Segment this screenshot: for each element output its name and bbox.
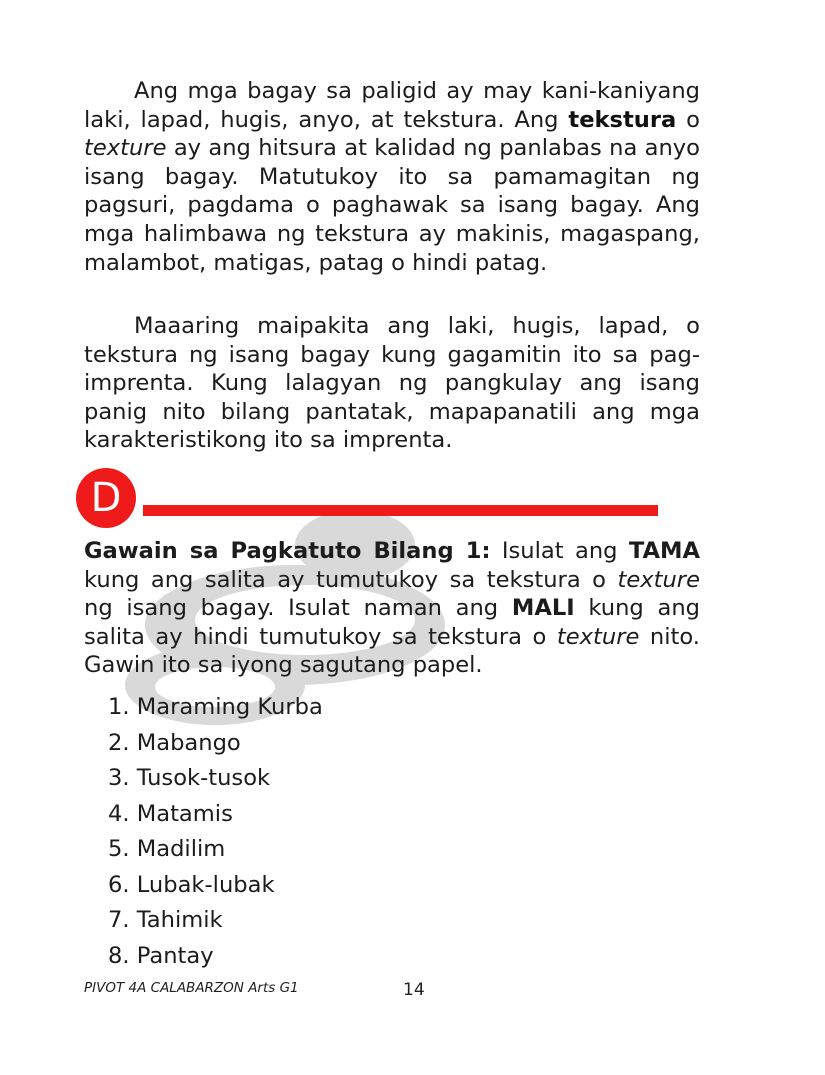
list-item: 2. Mabango: [108, 729, 241, 756]
list-item: 4. Matamis: [108, 800, 233, 827]
term-tekstura: tekstura: [568, 106, 677, 133]
list-item: 6. Lubak-lubak: [108, 871, 275, 898]
list-item: 1. Maraming Kurba: [108, 694, 323, 720]
intro-text-2: o: [676, 106, 700, 133]
list-item: 5. Madilim: [108, 836, 226, 862]
footer-source: PIVOT 4A CALABARZON Arts G1: [84, 980, 299, 996]
printing-paragraph: Maaaring maipakita ang laki, hugis, lapad, o tekstura ng isang bagay kung gagamitin ito sa pag-imprenta. Kung lalagyan ng pangkulay ang isang panig nito bilang pantatak, mapapanatili ang mga karakteristikong ito sa imprenta.: [84, 313, 700, 454]
answer-tama: TAMA: [628, 538, 700, 564]
task-text-1: Isulat ang: [490, 538, 629, 564]
intro-text-1: Ang mga bagay sa paligid ay may kani-kaniyang laki, lapad, hugis, anyo, at tekstura. Ang: [84, 78, 700, 133]
intro-text-3: ay ang hitsura at kalidad ng panlabas na anyo isang bagay. Matutukoy ito sa pamamagitan ng pagsuri, pagdama o paghawak sa isang bagay. Ang mga halimbawa ng tekstura ay makinis, magaspang, malambot, matigas, patag o hindi patag.: [84, 135, 700, 276]
page-number: 14: [403, 980, 425, 1000]
task-label: Gawain sa Pagkatuto Bilang 1:: [84, 538, 491, 564]
task-instructions: [84, 537, 700, 680]
list-item: 7. Tahimik: [108, 907, 223, 933]
list-item: 3. Tusok-tusok: [108, 765, 271, 791]
answer-mali: MALI: [511, 595, 575, 622]
term-texture: texture: [84, 135, 167, 162]
section-divider-bar: [143, 505, 658, 516]
term-texture-1: texture: [617, 566, 700, 593]
task-text-5: nito. Gawin ito sa iyong sagutang papel.: [84, 623, 700, 679]
item-list: [108, 690, 323, 974]
task-text-3: ng isang bagay. Isulat naman ang: [84, 595, 512, 622]
intro-paragraph: [84, 77, 700, 277]
task-text-4: kung ang salita ay hindi tumutukoy sa tekstura o: [84, 595, 700, 650]
list-item: 8. Pantay: [108, 942, 214, 969]
term-texture-2: texture: [556, 623, 640, 650]
section-d-badge: D: [76, 468, 136, 528]
task-text-2: kung ang salita ay tumutukoy sa tekstura o: [84, 566, 618, 593]
